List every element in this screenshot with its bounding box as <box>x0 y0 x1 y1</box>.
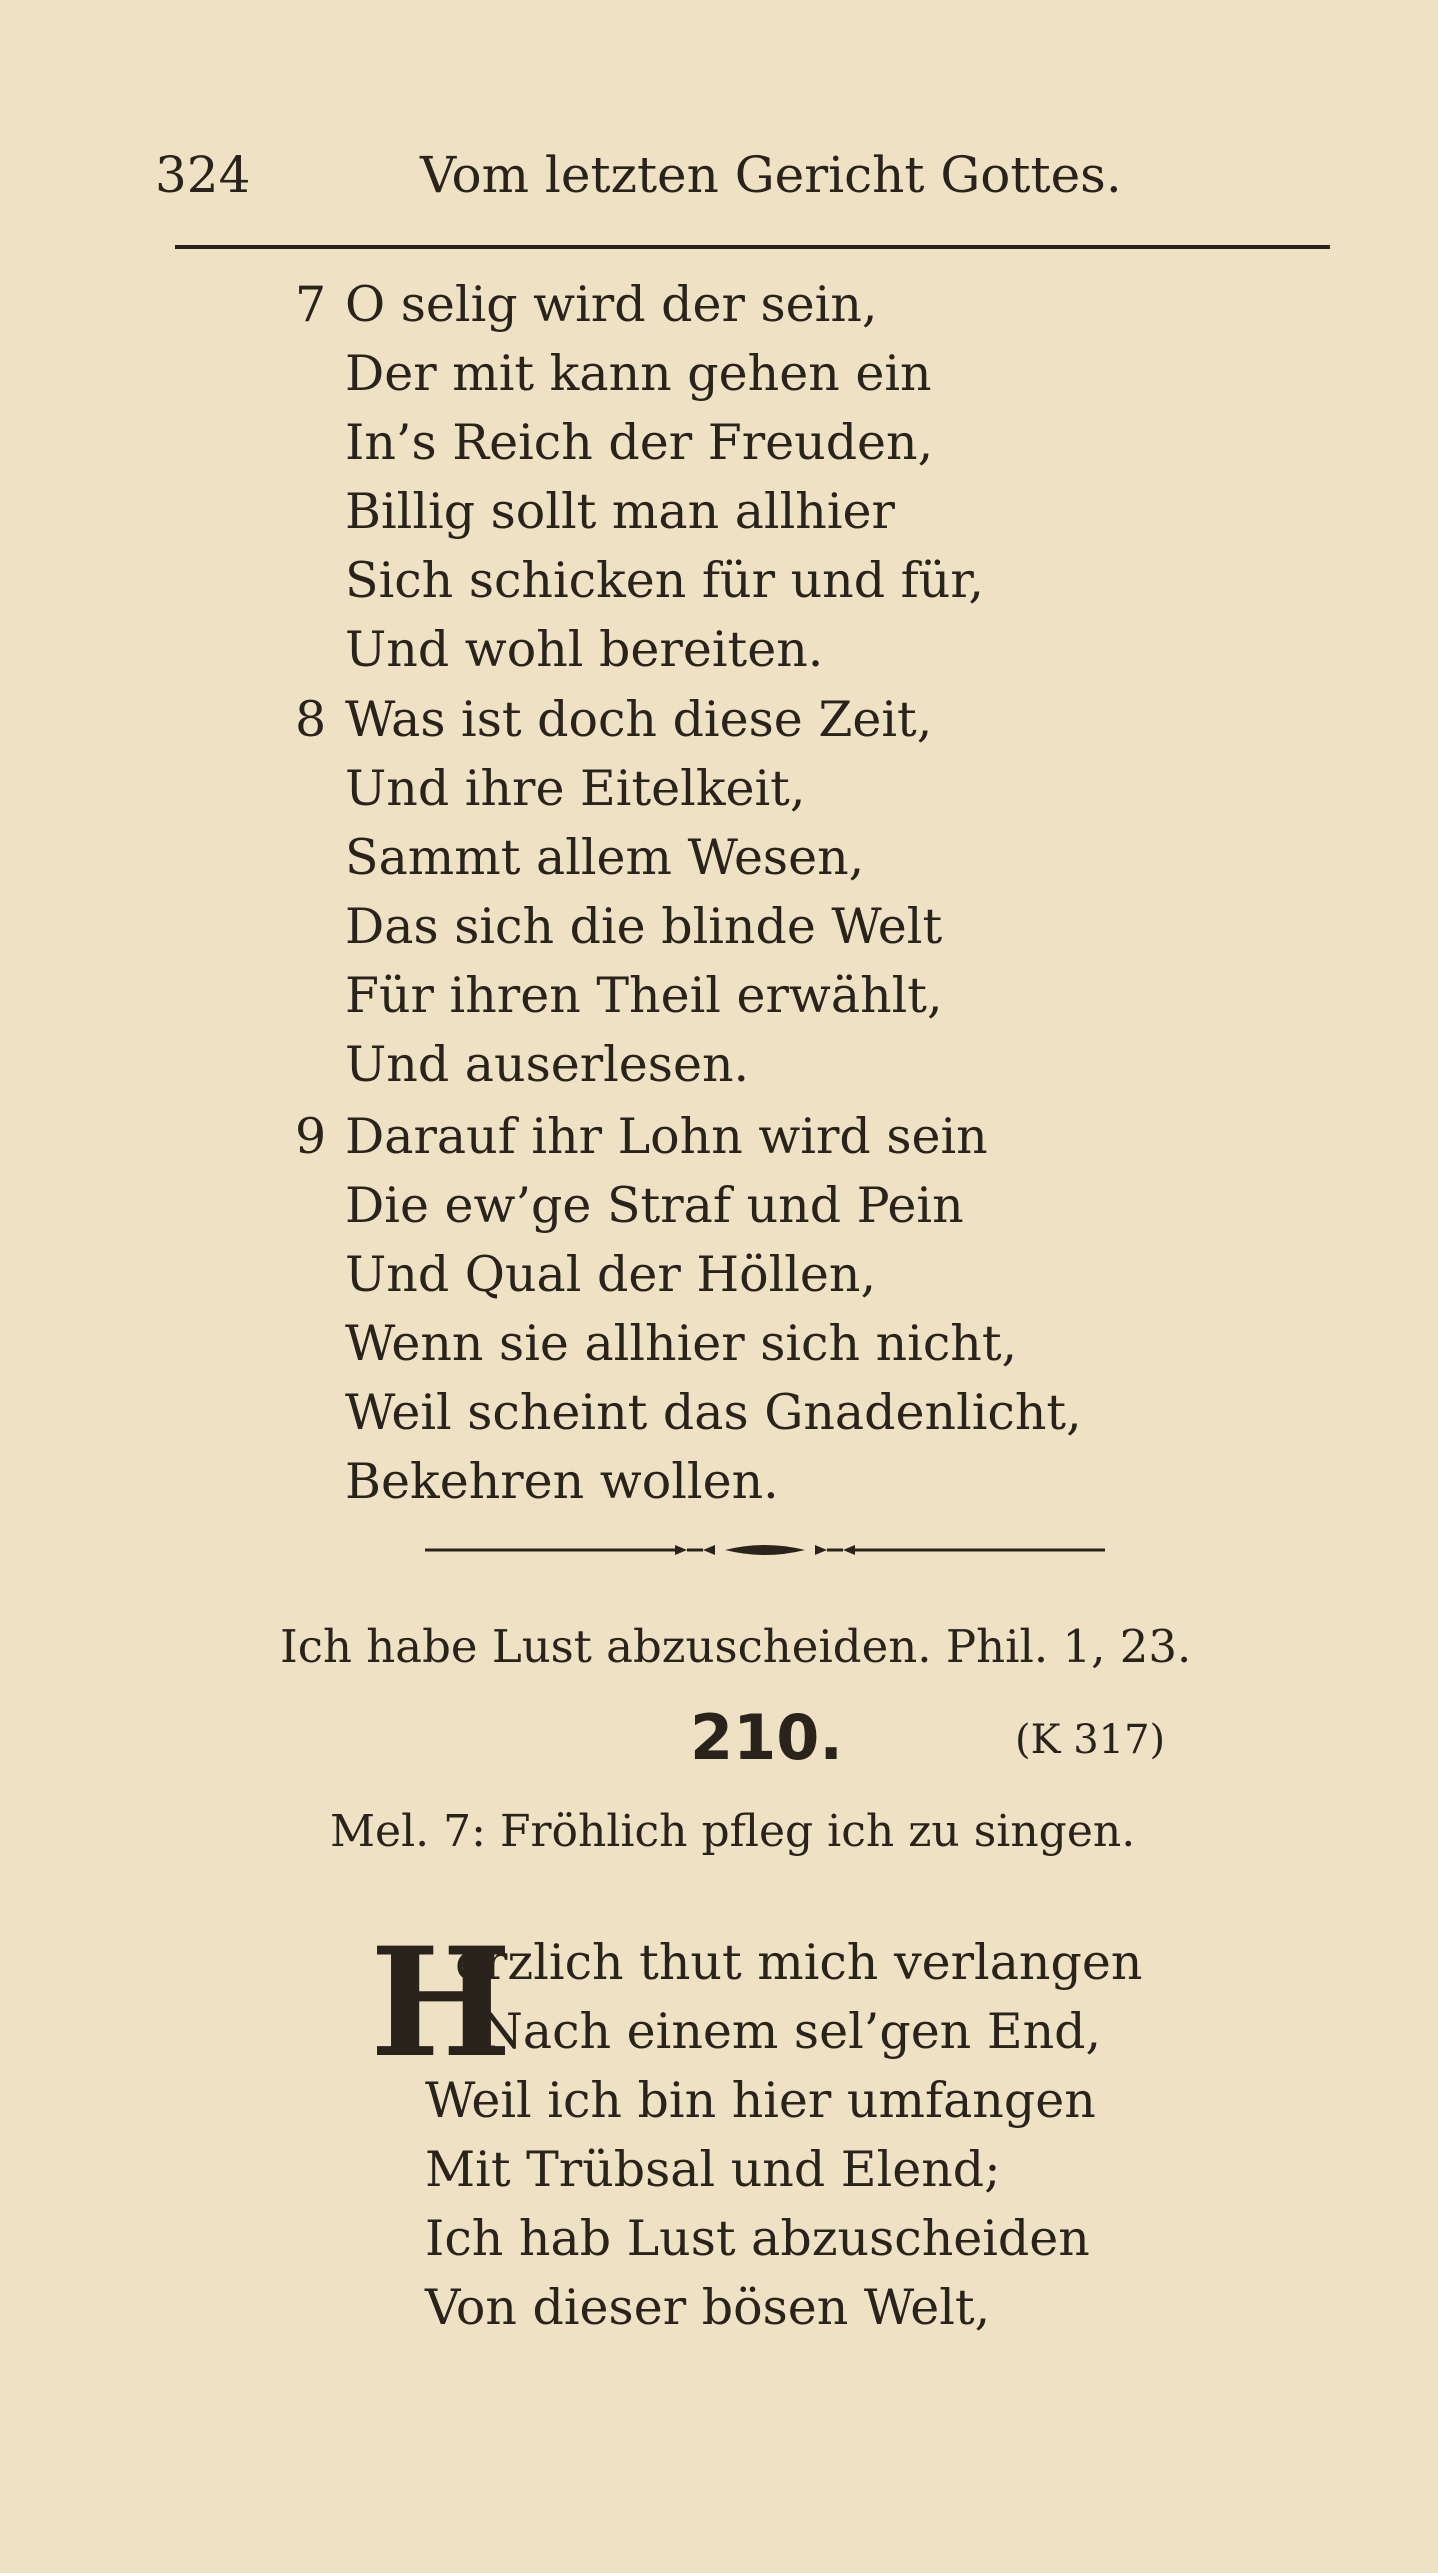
page-number: 324 <box>155 146 251 204</box>
verse-line: Ich hab Lust abzuscheiden <box>425 2210 1090 2267</box>
verse-line: Darauf ihr Lohn wird sein <box>345 1108 988 1165</box>
stanza-8 <box>295 685 943 1099</box>
header-rule <box>175 245 1330 249</box>
verse-line: Wenn sie allhier sich nicht, <box>345 1315 1018 1372</box>
ornament-divider <box>425 1535 1105 1565</box>
verse-line: Für ihren Theil erwählt, <box>345 967 943 1024</box>
verse-line: Nach einem sel’gen End, <box>480 2003 1102 2060</box>
hymn-first-stanza <box>425 1928 1142 2342</box>
melody-line: Mel. 7: Fröhlich pfleg ich zu singen. <box>330 1806 1136 1857</box>
verse-line: O selig wird der sein, <box>345 276 878 333</box>
stanza-number: 9 <box>295 1108 327 1165</box>
stanza-9 <box>295 1102 1082 1516</box>
verse-line: Die ew’ge Straf und Pein <box>345 1177 964 1234</box>
page-header <box>155 140 1255 210</box>
verse-line: Weil scheint das Gnadenlicht, <box>345 1384 1082 1441</box>
stanza-7 <box>295 270 984 684</box>
hymn-reference: (K 317) <box>1015 1717 1166 1763</box>
drop-initial: H <box>370 1915 512 2091</box>
hymn-number: 210. <box>690 1701 843 1774</box>
verse-line: Der mit kann gehen ein <box>345 345 932 402</box>
verse-line: Und Qual der Höllen, <box>345 1246 877 1303</box>
verse-line: Bekehren wollen. <box>345 1453 779 1510</box>
stanza-number: 7 <box>295 276 327 333</box>
verse-line: Was ist doch diese Zeit, <box>345 691 933 748</box>
verse-line: Weil ich bin hier umfangen <box>425 2072 1096 2129</box>
running-title: Vom letzten Gericht Gottes. <box>420 146 1122 204</box>
verse-line: Das sich die blinde Welt <box>345 898 943 955</box>
verse-line: Sich schicken für und für, <box>345 552 984 609</box>
verse-line: Und wohl bereiten. <box>345 621 824 678</box>
verse-line: Billig sollt man allhier <box>345 483 895 540</box>
hymn-motto: Ich habe Lust abzuscheiden. Phil. 1, 23. <box>280 1620 1192 1673</box>
verse-line: Von dieser bösen Welt, <box>425 2279 991 2336</box>
verse-line: In’s Reich der Freuden, <box>345 414 934 471</box>
verse-line: Und ihre Eitelkeit, <box>345 760 806 817</box>
verse-line: erzlich thut mich verlangen <box>455 1934 1143 1991</box>
verse-line: Mit Trübsal und Elend; <box>425 2141 1001 2198</box>
verse-line: Und auserlesen. <box>345 1036 750 1093</box>
verse-line: Sammt allem Wesen, <box>345 829 865 886</box>
stanza-number: 8 <box>295 691 327 748</box>
